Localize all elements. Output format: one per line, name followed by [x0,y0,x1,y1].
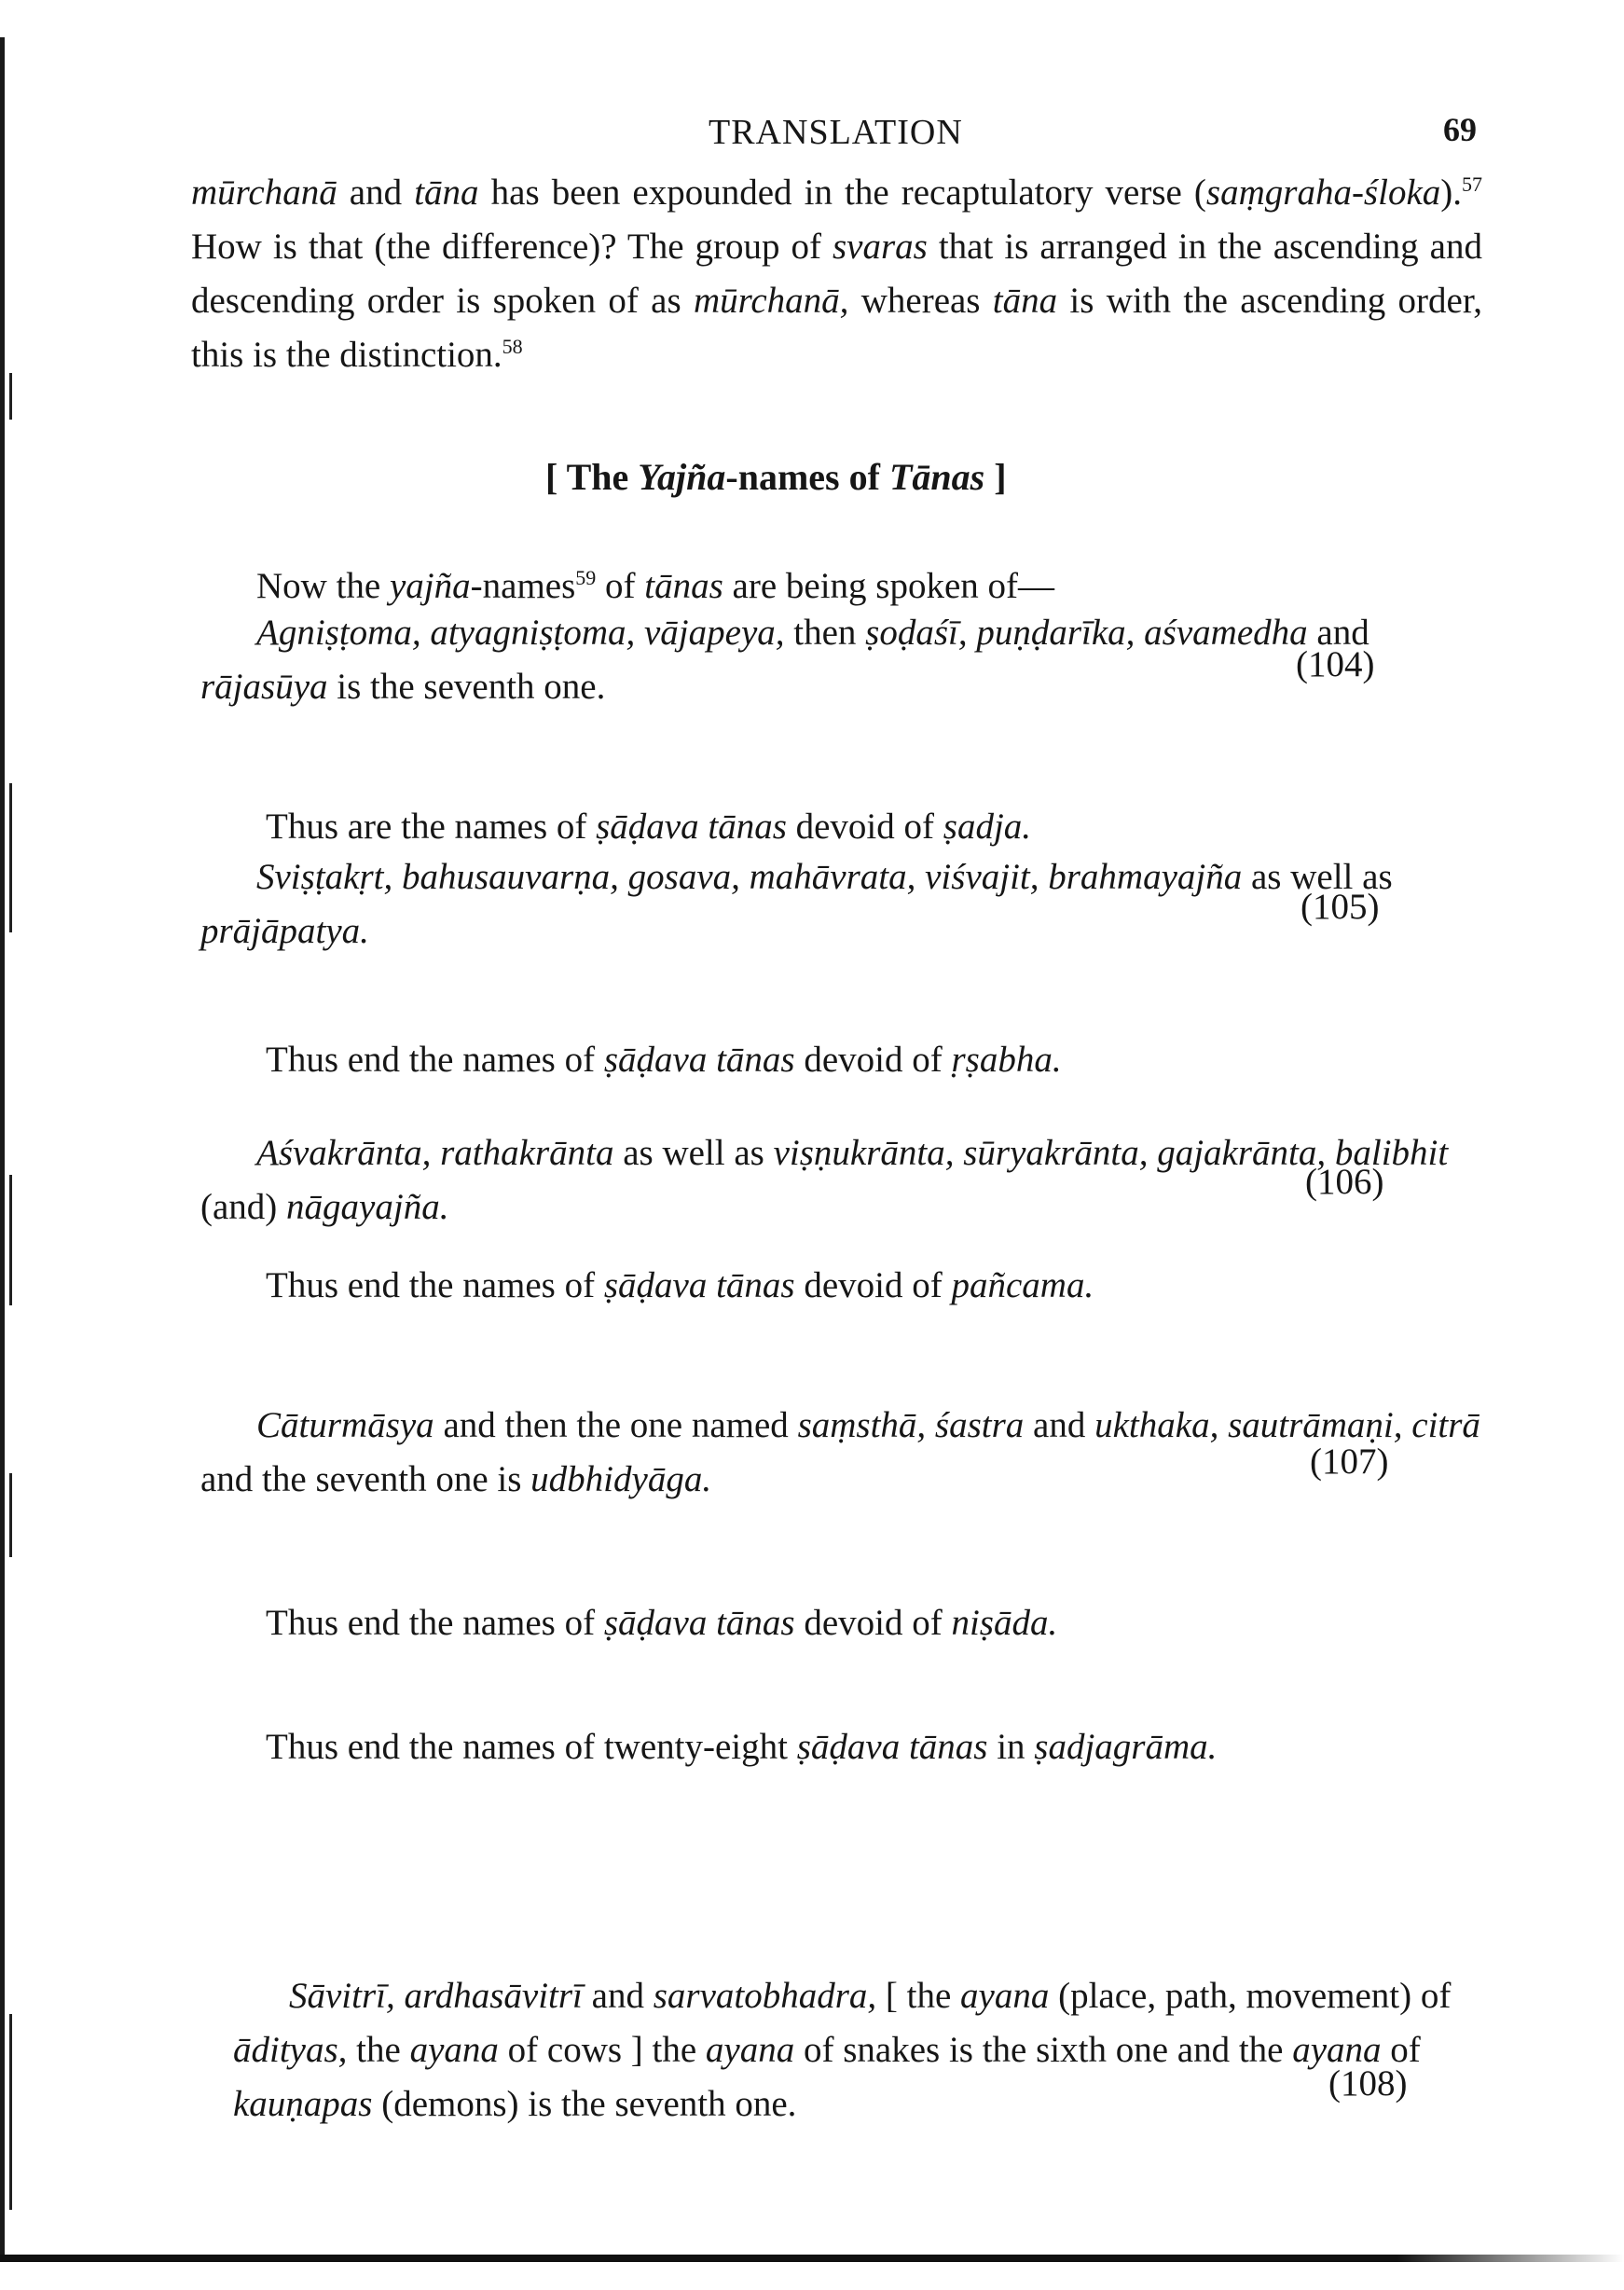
term: ṣoḍaśī, puṇḍarīka, aśvamedha [865,613,1308,653]
text: whereas [848,281,993,321]
text: is the seventh one. [327,667,606,707]
footnote-ref: 59 [575,566,597,589]
term: ayana [705,2030,795,2070]
text: devoid of [786,807,943,847]
term: ayana [1292,2030,1382,2070]
text: -names [470,566,576,606]
term: ṛṣabha. [951,1040,1062,1080]
text: are being spoken of— [723,566,1055,606]
text: Thus end the names of [266,1603,604,1643]
term: Yajña [638,456,726,498]
term: Agniṣṭoma, atyagniṣṭoma, vājapeya, [256,613,785,653]
text: and [337,172,415,213]
text: and [1307,613,1369,653]
intro-paragraph [191,166,1482,382]
term: Cāturmāsya [256,1405,434,1445]
text: [ The [545,456,639,498]
term: ṣāḍava tānas [596,807,787,847]
term: ayana [409,2030,499,2070]
text: the [347,2030,410,2070]
term: ṣāḍava tānas [603,1040,795,1080]
term: ukthaka, sautrāmaṇi, citrā [1094,1405,1480,1445]
text: Thus are the names of [266,807,597,847]
verse-number: (107) [1310,1442,1389,1482]
text: is with the ascending order, this is the distinction. [191,281,1482,375]
verse-number: (105) [1301,887,1380,927]
text: devoid of [794,1265,952,1305]
term: nāgayajña. [286,1187,449,1227]
text: How is that (the difference)? The group of [191,227,833,267]
text: Thus end the names of [266,1040,604,1080]
verse-107 [200,1399,1496,1507]
verse-number: (104) [1296,644,1375,684]
term: ṣadjagrāma. [1034,1727,1218,1767]
term: ṣadja. [943,807,1032,847]
text: -names of [725,456,889,498]
closing-line [266,1259,1384,1313]
text: of [596,566,645,606]
term: sarvatobhadra, [653,1976,877,2016]
term: Sāvitrī, ardhasāvitrī [289,1976,583,2016]
term: ādityas, [233,2030,348,2070]
term: saṃgraha-śloka [1205,172,1441,213]
footnote-ref: 58 [502,335,523,358]
text: (and) [200,1187,287,1227]
section-heading [545,455,1007,499]
term: ṣāḍava tānas [603,1603,795,1643]
verse-number: (108) [1328,2063,1408,2104]
text: of cows ] the [498,2030,706,2070]
text: and [1024,1405,1095,1445]
verse-106 [200,1126,1496,1235]
page-bottom-edge [0,2255,1624,2262]
text: devoid of [794,1040,952,1080]
verse-number: (106) [1305,1162,1384,1202]
text: then [784,613,866,653]
closing-line [266,1596,1384,1650]
text: of [1381,2030,1421,2070]
term: udbhidyāga. [530,1459,712,1499]
term: Aśvakrānta, rathakrānta [256,1133,614,1173]
text: as well as [613,1133,774,1173]
margin-mark [9,783,12,932]
term: kauṇapas [233,2084,373,2124]
text: (place, path, movement) of [1049,1976,1452,2016]
margin-mark [9,373,12,420]
term: niṣāda. [951,1603,1058,1643]
text: and the seventh one is [200,1459,531,1499]
term: ṣāḍava tānas [796,1727,988,1767]
term: saṃsthā, śastra [797,1405,1025,1445]
footnote-ref: 57 [1462,172,1483,196]
term: yajña [389,566,471,606]
text: ). [1440,172,1463,213]
margin-mark [9,2014,12,2210]
term: tāna [992,281,1058,321]
text: as well as [1242,857,1393,897]
term: tāna [414,172,479,213]
term: viṣṇukrānta, sūryakrānta, gajakrānta, balibhit [773,1133,1449,1173]
term: ayana [960,1976,1050,2016]
text: and then the one named [434,1405,798,1445]
text: Thus end the names of [266,1265,604,1305]
page-number: 69 [1443,111,1477,148]
text: that is arranged in the ascending and descending order is spoken of as [191,227,1482,321]
margin-mark [9,1473,12,1557]
term: mūrchanā [191,172,337,213]
text: and [582,1976,654,2016]
margin-mark [9,1175,12,1305]
verse-108 [233,1969,1520,2131]
term: Tānas [888,456,985,498]
page-gutter-shadow [0,37,5,2256]
text: ] [984,456,1007,498]
running-head: TRANSLATION [709,113,963,152]
term: pañcama. [951,1265,1094,1305]
text: [ the [876,1976,961,2016]
term: Sviṣṭakṛt, bahusauvarṇa, gosava, mahāvrata, viśvajit, brahmayajña [256,857,1243,897]
closing-line [266,800,1384,854]
term: ṣāḍava tānas [603,1265,795,1305]
term: tānas [644,566,723,606]
text: of snakes is the sixth one and the [794,2030,1293,2070]
term: prājāpatya. [200,911,369,951]
summary-line [266,1720,1431,1774]
text: Thus end the names of twenty-eight [266,1727,797,1767]
text: Now the [256,566,390,606]
text: has been expounded in the recaptulatory verse ( [478,172,1206,213]
term: mūrchanā, [693,281,849,321]
text: devoid of [794,1603,952,1643]
term: rājasūya [200,667,328,707]
text: in [987,1727,1035,1767]
term: svaras [833,227,928,267]
closing-line [266,1033,1384,1087]
text: (demons) is the seventh one. [372,2084,797,2124]
